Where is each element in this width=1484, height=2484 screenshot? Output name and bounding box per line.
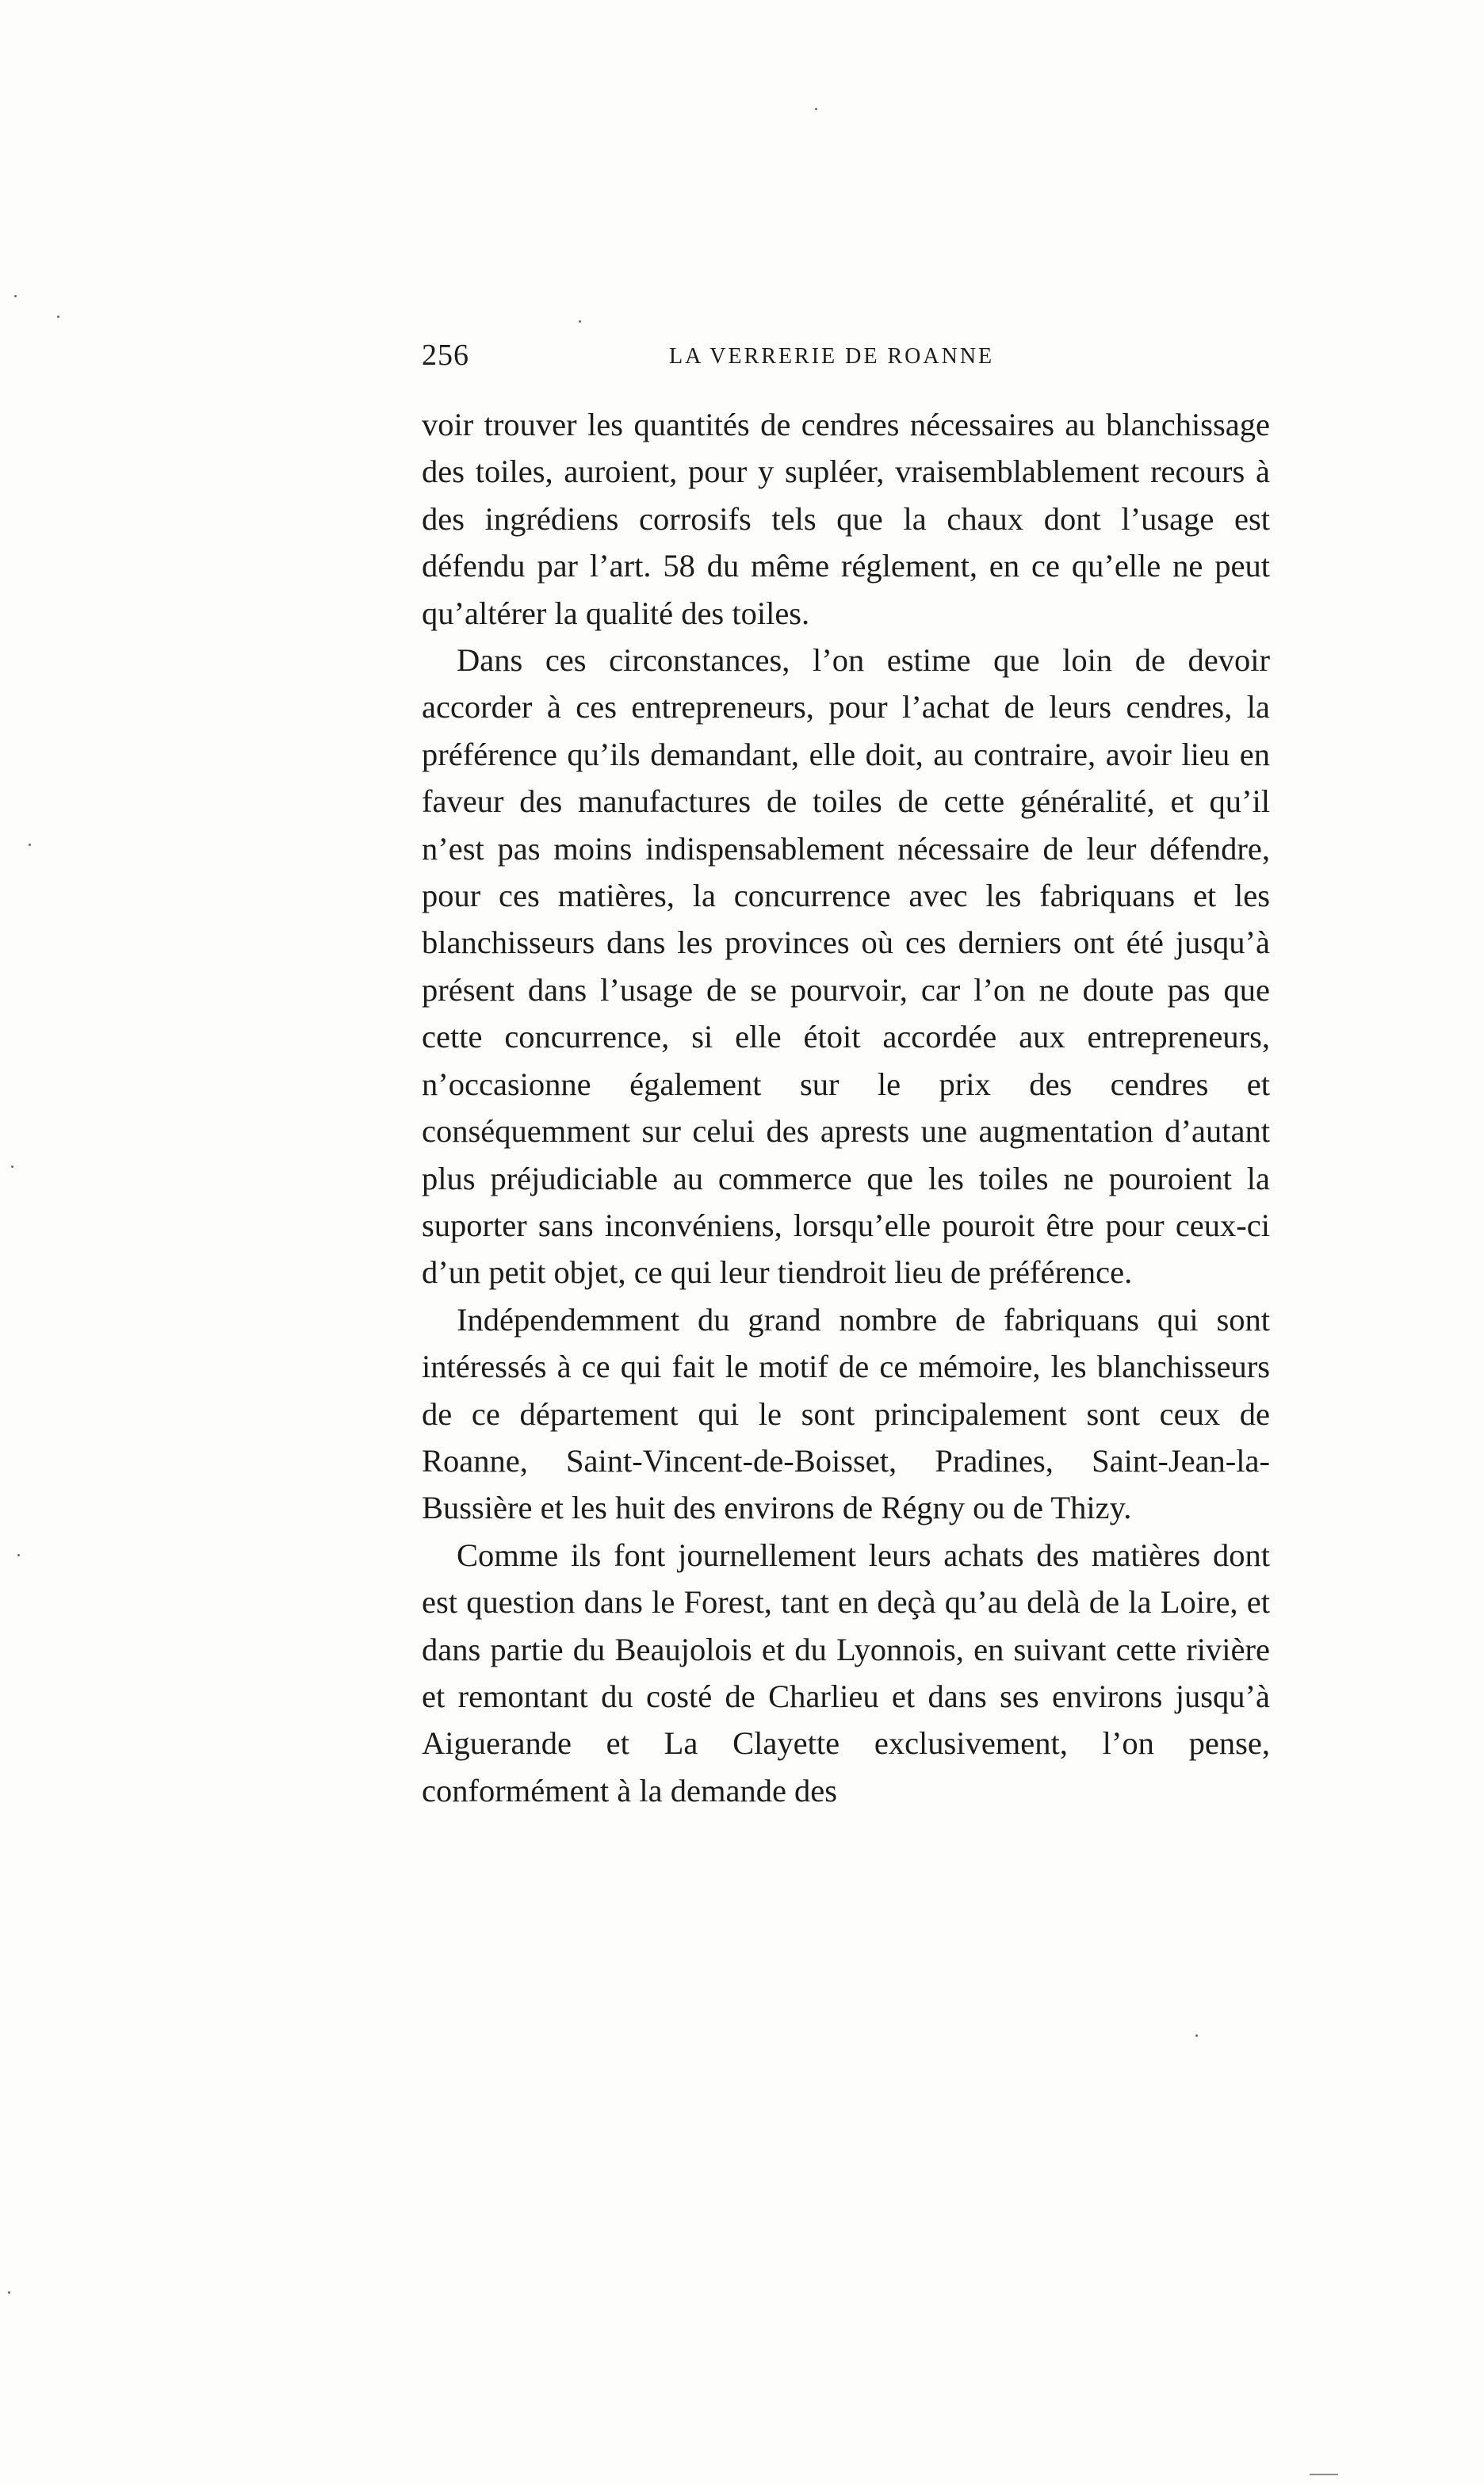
scan-speck (579, 320, 581, 323)
scan-speck (29, 844, 31, 846)
paragraph: Dans ces circonstances, l’on estime que loin de devoir accorder à ces entrepreneurs, pour l’achat de leurs cendres, la préférence qu’ils demandant, elle doit, au contraire, avoir lieu en faveur des manufactures de toiles de cette généralité, et qu’il n’est pas moins indispensablement nécessaire de leur défendre, pour ces matières, la concurrence avec les fabriquans et les blanchisseurs dans les provinces où ces derniers ont été jusqu’à présent dans l’usage de se pourvoir, car l’on ne doute pas que cette concurrence, si elle étoit accordée aux entrepreneurs, n’occasionne également sur le prix des cendres et conséquemment sur celui des aprests une augmentation d’autant plus préjudiciable au commerce que les toiles ne pouroient la suporter sans inconvéniens, lorsqu’elle pouroit être pour ceux-ci d’un petit objet, ce qui leur tiendroit lieu de préférence. (422, 642, 1270, 1291)
scan-speck (11, 1165, 13, 1168)
paragraph: Indépendemment du grand nombre de fabriquans qui sont intéressés à ce qui fait le motif de ce mémoire, les blanchisseurs de ce département qui le sont principalement sont ceux de Roanne, Saint-Vincent-de-Boisset, Pradines, Saint-Jean-la-Bussière et les huit des environs de Régny ou de Thizy. (422, 1301, 1270, 1526)
page-header (422, 338, 1270, 385)
scan-speck (1195, 2034, 1198, 2037)
scan-speck (17, 1554, 20, 1556)
scan-speck (57, 316, 59, 318)
scan-speck (815, 108, 817, 110)
paragraph: Comme ils font journellement leurs achats des matières dont est question dans le Forest, tant en deçà qu’au delà de la Loire, et dans partie du Beaujolois et du Lyonnois, en suivant cette rivière et remontant du costé de Charlieu et dans ses environs jusqu’à Aiguerande et La Clayette exclusivement, l’on pense, conformément à la demande des (422, 1537, 1270, 1808)
paragraph-continuation: voir trouver les quantités de cendres nécessaires au blanchissage des toiles, auroient, pour y supléer, vraisemblablement recours à des ingrédiens corrosifs tels que la chaux dont l’usage est défendu par l’art. 58 du même réglement, en ce qu’elle ne peut qu’altérer la qualité des toiles. (422, 407, 1270, 631)
scan-speck (8, 2291, 10, 2294)
running-head: LA VERRERIE DE ROANNE (669, 344, 995, 369)
body-text (422, 401, 1270, 1814)
page-number: 256 (422, 339, 469, 372)
scan-speck (14, 295, 17, 297)
scan-mark (1310, 2474, 1338, 2475)
